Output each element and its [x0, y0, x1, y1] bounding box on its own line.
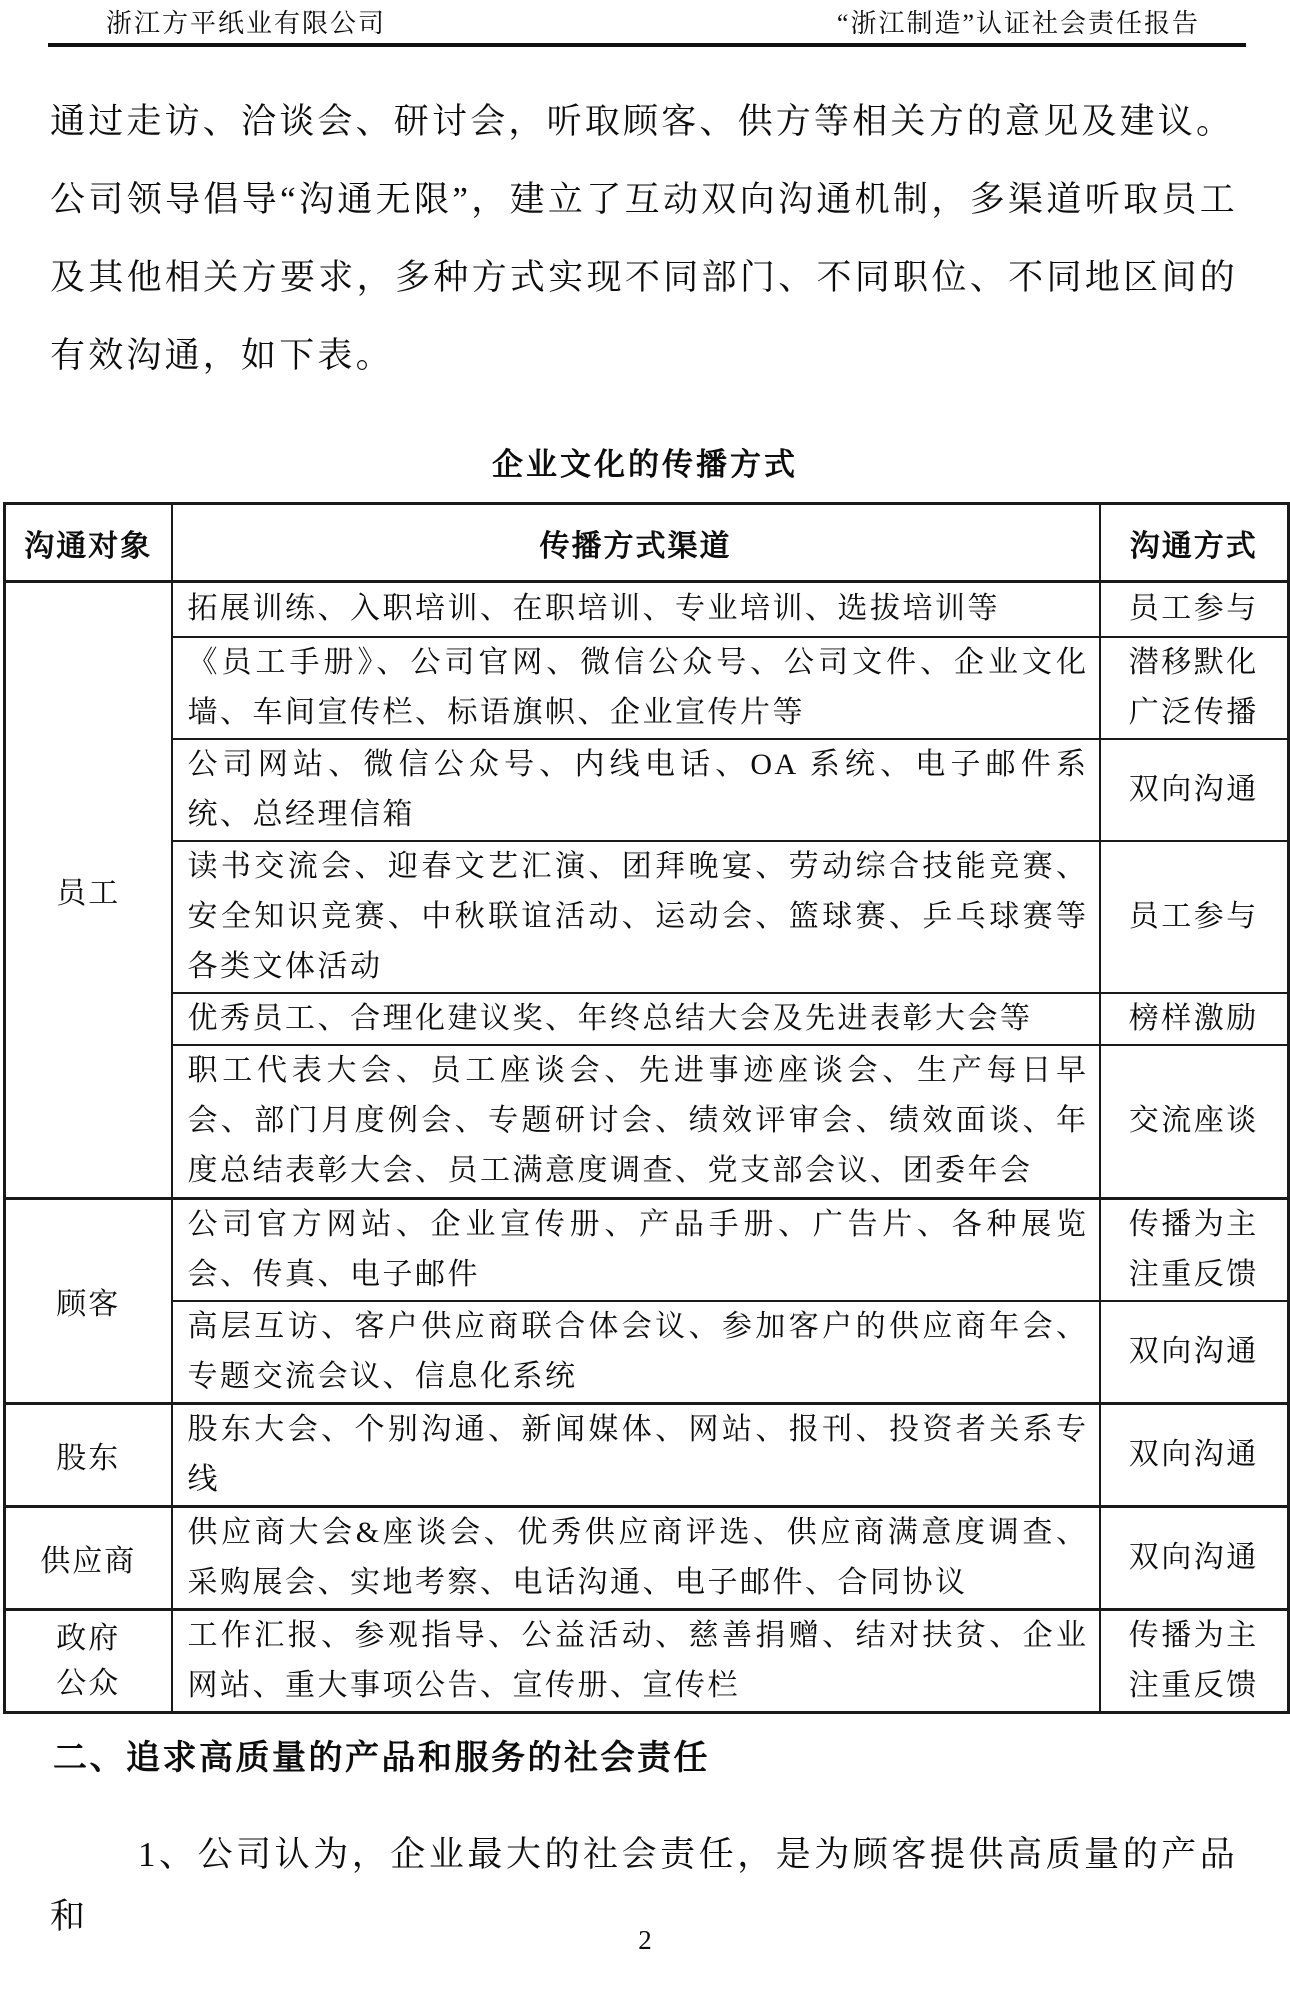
- header-company-name: 浙江方平纸业有限公司: [106, 9, 387, 38]
- target-cell-employees: 员工: [5, 582, 172, 1199]
- channel-cell: 股东大会、个别沟通、新闻媒体、网站、报刊、投资者关系专线: [172, 1404, 1100, 1507]
- page-number: 2: [638, 1925, 652, 1955]
- method-line-2: 注重反馈: [1128, 1258, 1259, 1291]
- method-cell: [1100, 1199, 1289, 1302]
- target-line-2: 公众: [56, 1667, 121, 1700]
- channel-cell: 拓展训练、入职培训、在职培训、专业培训、选拔培训等: [172, 582, 1100, 637]
- table-row: [5, 1045, 1289, 1199]
- table-row: [5, 1507, 1289, 1610]
- channel-cell: 供应商大会&座谈会、优秀供应商评选、供应商满意度调查、采购展会、实地考察、电话沟通、电子邮件、合同协议: [172, 1507, 1100, 1610]
- channel-cell: 读书交流会、迎春文艺汇演、团拜晚宴、劳动综合技能竞赛、安全知识竞赛、中秋联谊活动、运动会、篮球赛、乒乓球赛等各类文体活动: [172, 841, 1100, 993]
- method-cell: 双向沟通: [1100, 1404, 1289, 1507]
- channel-cell: 优秀员工、合理化建议奖、年终总结大会及先进表彰大会等: [172, 993, 1100, 1045]
- header-cell-method: 沟通方式: [1100, 504, 1289, 582]
- table-title: 企业文化的传播方式: [492, 447, 798, 482]
- channel-cell: 工作汇报、参观指导、公益活动、慈善捐赠、结对扶贫、企业网站、重大事项公告、宣传册、宣传栏: [172, 1610, 1100, 1713]
- table-row: [5, 739, 1289, 841]
- channel-cell: 公司网站、微信公众号、内线电话、OA 系统、电子邮件系统、总经理信箱: [172, 739, 1100, 841]
- table-row: [5, 993, 1289, 1045]
- method-line-1: 潜移默化: [1128, 645, 1259, 679]
- method-cell: 榜样激励: [1100, 993, 1289, 1045]
- header-cell-target: 沟通对象: [5, 504, 172, 582]
- channel-cell: 职工代表大会、员工座谈会、先进事迹座谈会、生产每日早会、部门月度例会、专题研讨会、绩效评审会、绩效面谈、年度总结表彰大会、员工满意度调查、党支部会议、团委年会: [172, 1045, 1100, 1199]
- target-cell-suppliers: 供应商: [5, 1507, 172, 1610]
- method-line-2: 注重反馈: [1128, 1669, 1259, 1702]
- closing-paragraph: 1、公司认为，企业最大的社会责任，是为顾客提供高质量的产品和: [50, 1835, 1238, 1936]
- channel-cell: 《员工手册》、公司官网、微信公众号、公司文件、企业文化墙、车间宣传栏、标语旗帜、企业宣传片等: [172, 637, 1100, 739]
- method-cell: 员工参与: [1100, 841, 1289, 993]
- method-cell: 员工参与: [1100, 582, 1289, 637]
- method-line-1: 传播为主: [1128, 1619, 1259, 1652]
- method-cell: 双向沟通: [1100, 1507, 1289, 1610]
- header-rule: [48, 43, 1246, 47]
- table-row: [5, 582, 1289, 637]
- method-line-1: 传播为主: [1128, 1208, 1259, 1241]
- table-row: [5, 1404, 1289, 1507]
- communication-table: [3, 502, 1290, 1714]
- method-cell: [1100, 637, 1289, 739]
- method-cell: 双向沟通: [1100, 739, 1289, 841]
- method-line-2: 广泛传播: [1128, 695, 1259, 729]
- table-row: [5, 1301, 1289, 1404]
- method-cell: [1100, 1610, 1289, 1713]
- table-header-row: [5, 504, 1289, 582]
- channel-cell: 高层互访、客户供应商联合体会议、参加客户的供应商年会、专题交流会议、信息化系统: [172, 1301, 1100, 1404]
- method-cell: 双向沟通: [1100, 1301, 1289, 1404]
- table-row: [5, 637, 1289, 739]
- intro-paragraph-1: 通过走访、洽谈会、研讨会，听取顾客、供方等相关方的意见及建议。: [50, 102, 1235, 141]
- intro-paragraph-2: 公司领导倡导“沟通无限”，建立了互动双向沟通机制，多渠道听取员工及其他相关方要求，多种方式实现不同部门、不同职位、不同地区间的有效沟通，如下表。: [50, 180, 1238, 375]
- header-cell-channel: 传播方式渠道: [172, 504, 1100, 582]
- intro-text: [50, 83, 1238, 395]
- page-header: [0, 0, 1290, 39]
- target-cell-government-public: [5, 1610, 172, 1713]
- table-row: [5, 841, 1289, 993]
- table-row: [5, 1610, 1289, 1713]
- target-cell-customers: 顾客: [5, 1199, 172, 1404]
- target-line-1: 政府: [56, 1622, 121, 1655]
- channel-cell: 公司官方网站、企业宣传册、产品手册、广告片、各种展览会、传真、电子邮件: [172, 1199, 1100, 1302]
- target-cell-shareholders: 股东: [5, 1404, 172, 1507]
- table-row: [5, 1199, 1289, 1302]
- header-report-title: “浙江制造”认证社会责任报告: [836, 9, 1200, 38]
- method-cell: 交流座谈: [1100, 1045, 1289, 1199]
- section-heading: 二、追求高质量的产品和服务的社会责任: [53, 1740, 710, 1777]
